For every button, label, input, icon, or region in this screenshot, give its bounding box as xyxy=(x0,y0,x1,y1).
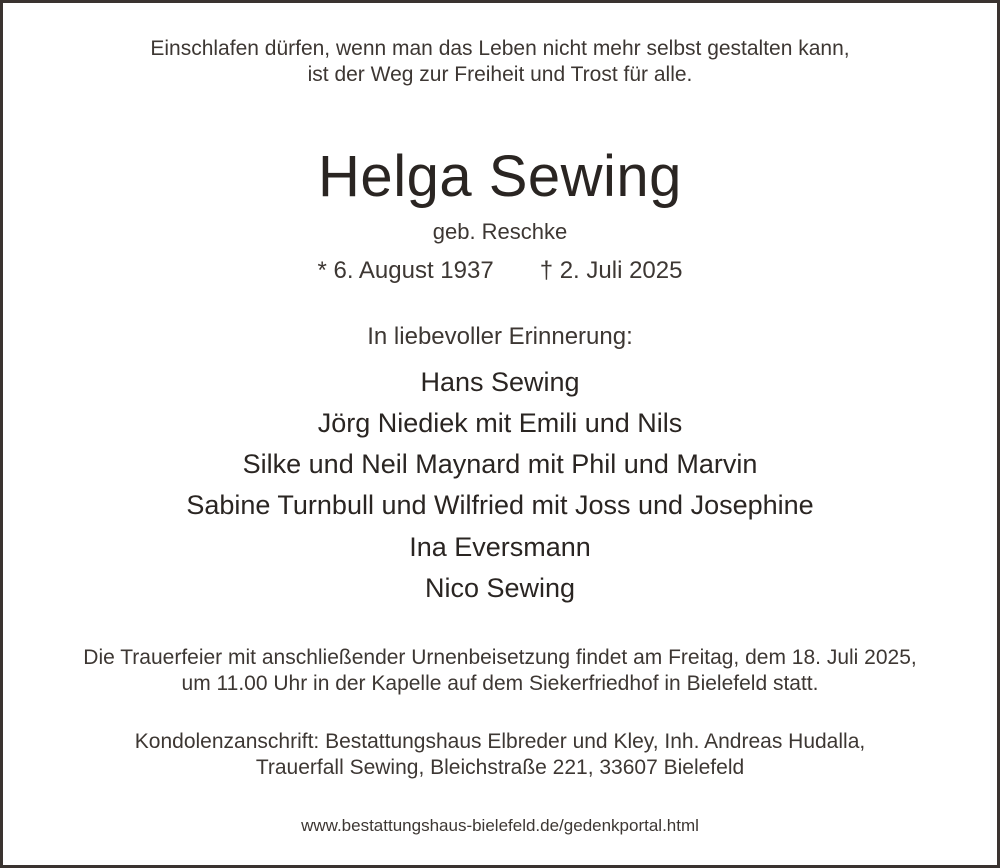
condolence-line-1: Kondolenzanschrift: Bestattungshaus Elbreder und Kley, Inh. Andreas Hudalla, xyxy=(134,730,866,753)
ceremony-line-1: Die Trauerfeier mit anschließender Urnenbeisetzung findet am Freitag, dem 18. Juli 2025, xyxy=(83,646,917,669)
birth-date: * 6. August 1937 xyxy=(317,257,494,284)
remembrance-intro: In liebevoller Erinnerung: xyxy=(367,323,633,350)
website-link: www.bestattungshaus-bielefeld.de/gedenkportal.html xyxy=(301,816,699,835)
death-date: † 2. Juli 2025 xyxy=(539,257,683,284)
mourner-name: Ina Eversmann xyxy=(409,532,591,562)
mourner-name: Silke und Neil Maynard mit Phil und Marvin xyxy=(242,449,758,479)
deceased-name: Helga Sewing xyxy=(318,144,682,209)
maiden-name: geb. Reschke xyxy=(432,219,568,244)
mourner-name: Hans Sewing xyxy=(420,367,580,397)
condolence-line-2: Trauerfall Sewing, Bleichstraße 221, 33607 Bielefeld xyxy=(255,756,745,779)
life-dates xyxy=(3,257,997,285)
motto-line-2: ist der Weg zur Freiheit und Trost für alle. xyxy=(307,63,693,86)
mourner-name: Sabine Turnbull und Wilfried mit Joss und Josephine xyxy=(186,490,814,520)
mourner-name: Nico Sewing xyxy=(424,573,576,603)
motto-line-1: Einschlafen dürfen, wenn man das Leben nicht mehr selbst gestalten kann, xyxy=(150,37,850,60)
mourner-name: Jörg Niediek mit Emili und Nils xyxy=(317,408,683,438)
ceremony-line-2: um 11.00 Uhr in der Kapelle auf dem Siekerfriedhof in Bielefeld statt. xyxy=(181,672,819,695)
